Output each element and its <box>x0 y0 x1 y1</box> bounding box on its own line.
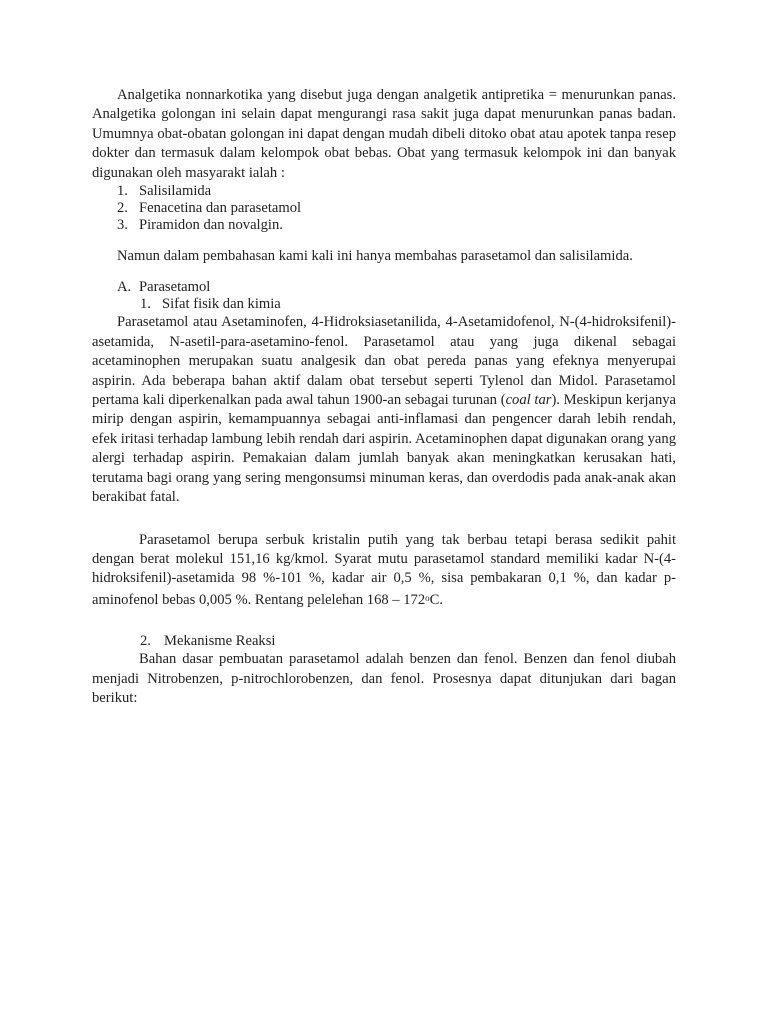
paragraph-mechanism: Bahan dasar pembuatan parasetamol adalah benzen dan fenol. Benzen dan fenol diubah menjadi Nitrobenzen, p-nitrochlorobenzen, dan fenol. Prosesnya dapat ditunjukan dari bagan berikut: <box>92 651 676 706</box>
paragraph-properties-text-2: ). Meskipun kerjanya mirip dengan aspirin, kemampuannya sebagai anti-inflamasi dan pengencer darah lebih rendah, efek iritasi terhadap lambung lebih rendah dari aspirin. Acetaminophen dapat digunakan orang yang alergi terhadap aspirin. Pemakaian dalam jumlah banyak akan meningkatkan kerusakan hati, terutama bagi orang yang sering mengonsumsi minuman keras, dan overdodis pada anak-anak akan berakibat fatal. <box>92 392 677 506</box>
paragraph-specifications-text-1: Parasetamol berupa serbuk kristalin putih yang tak berbau tetapi berasa sedikit pahit dengan berat molekul 151,16 kg/kmol. Syarat mutu parasetamol standard memiliki kadar N-(4-hidroksifenil)-asetamida 98 %-101 %, kadar air 0,5 %, sisa pembakaran 0,1 %, dan kadar p-aminofenol bebas 0,005 %. Rentang pelelehan 168 – 172 <box>92 531 676 608</box>
paragraph-specifications <box>92 531 676 611</box>
drug-list <box>92 183 676 234</box>
list-item-number: 2. <box>117 200 128 217</box>
document-page <box>92 86 676 708</box>
paragraph-properties-text-1: Parasetamol atau Asetaminofen, 4-Hidroksiasetanilida, 4-Asetamidofenol, N-(4-hidroksifenil)-asetamida, N-asetil-para-asetamino-fenol. Parasetamol atau yang juga dikenal sebagai acetaminophen merupakan suatu analgesik dan obat pereda panas yang efeknya menyerupai aspirin. Ada beberapa bahan aktif dalam obat tersebut seperti Tylenol dan Midol. Parasetamol pertama kali diperkenalkan pada awal tahun 1900-an sebagai turunan ( <box>92 314 676 409</box>
subsection-1-heading <box>92 296 676 313</box>
paragraph-specifications-text-2: C. <box>429 591 444 608</box>
list-item <box>92 200 676 217</box>
list-item-text: Fenacetina dan parasetamol <box>139 200 302 217</box>
paragraph-properties <box>92 313 676 507</box>
subsection-2-number: 2. <box>140 633 151 650</box>
section-a-heading <box>92 279 676 296</box>
list-item-text: Piramidon dan novalgin. <box>139 217 283 234</box>
coal-tar-italic: coal tar <box>505 392 552 409</box>
subsection-2-heading <box>92 633 676 650</box>
scope-paragraph: Namun dalam pembahasan kami kali ini hanya membahas parasetamol dan salisilamida. <box>117 248 633 265</box>
subsection-2-title: Mekanisme Reaksi <box>164 633 276 650</box>
degree-symbol: o <box>425 592 430 603</box>
list-item-number: 3. <box>117 217 128 234</box>
list-item-number: 1. <box>117 183 128 200</box>
subsection-1-number: 1. <box>140 296 151 313</box>
section-a-title: Parasetamol <box>139 279 211 296</box>
subsection-1-title: Sifat fisik dan kimia <box>162 296 281 313</box>
list-item-text: Salisilamida <box>139 183 212 200</box>
intro-paragraph: Analgetika nonnarkotika yang disebut juga dengan analgetik antipretika = menurunkan panas. Analgetika golongan ini selain dapat mengurangi rasa sakit juga dapat menurunkan panas badan. Umumnya obat-obatan golongan ini dapat dengan mudah dibeli ditoko obat atau apotek tanpa resep dokter dan termasuk dalam kelompok obat bebas. Obat yang termasuk kelompok ini dan banyak digunakan oleh masyarakt ialah : <box>92 87 676 181</box>
section-a-number: A. <box>117 279 132 296</box>
list-item <box>92 217 676 234</box>
list-item <box>92 183 676 200</box>
